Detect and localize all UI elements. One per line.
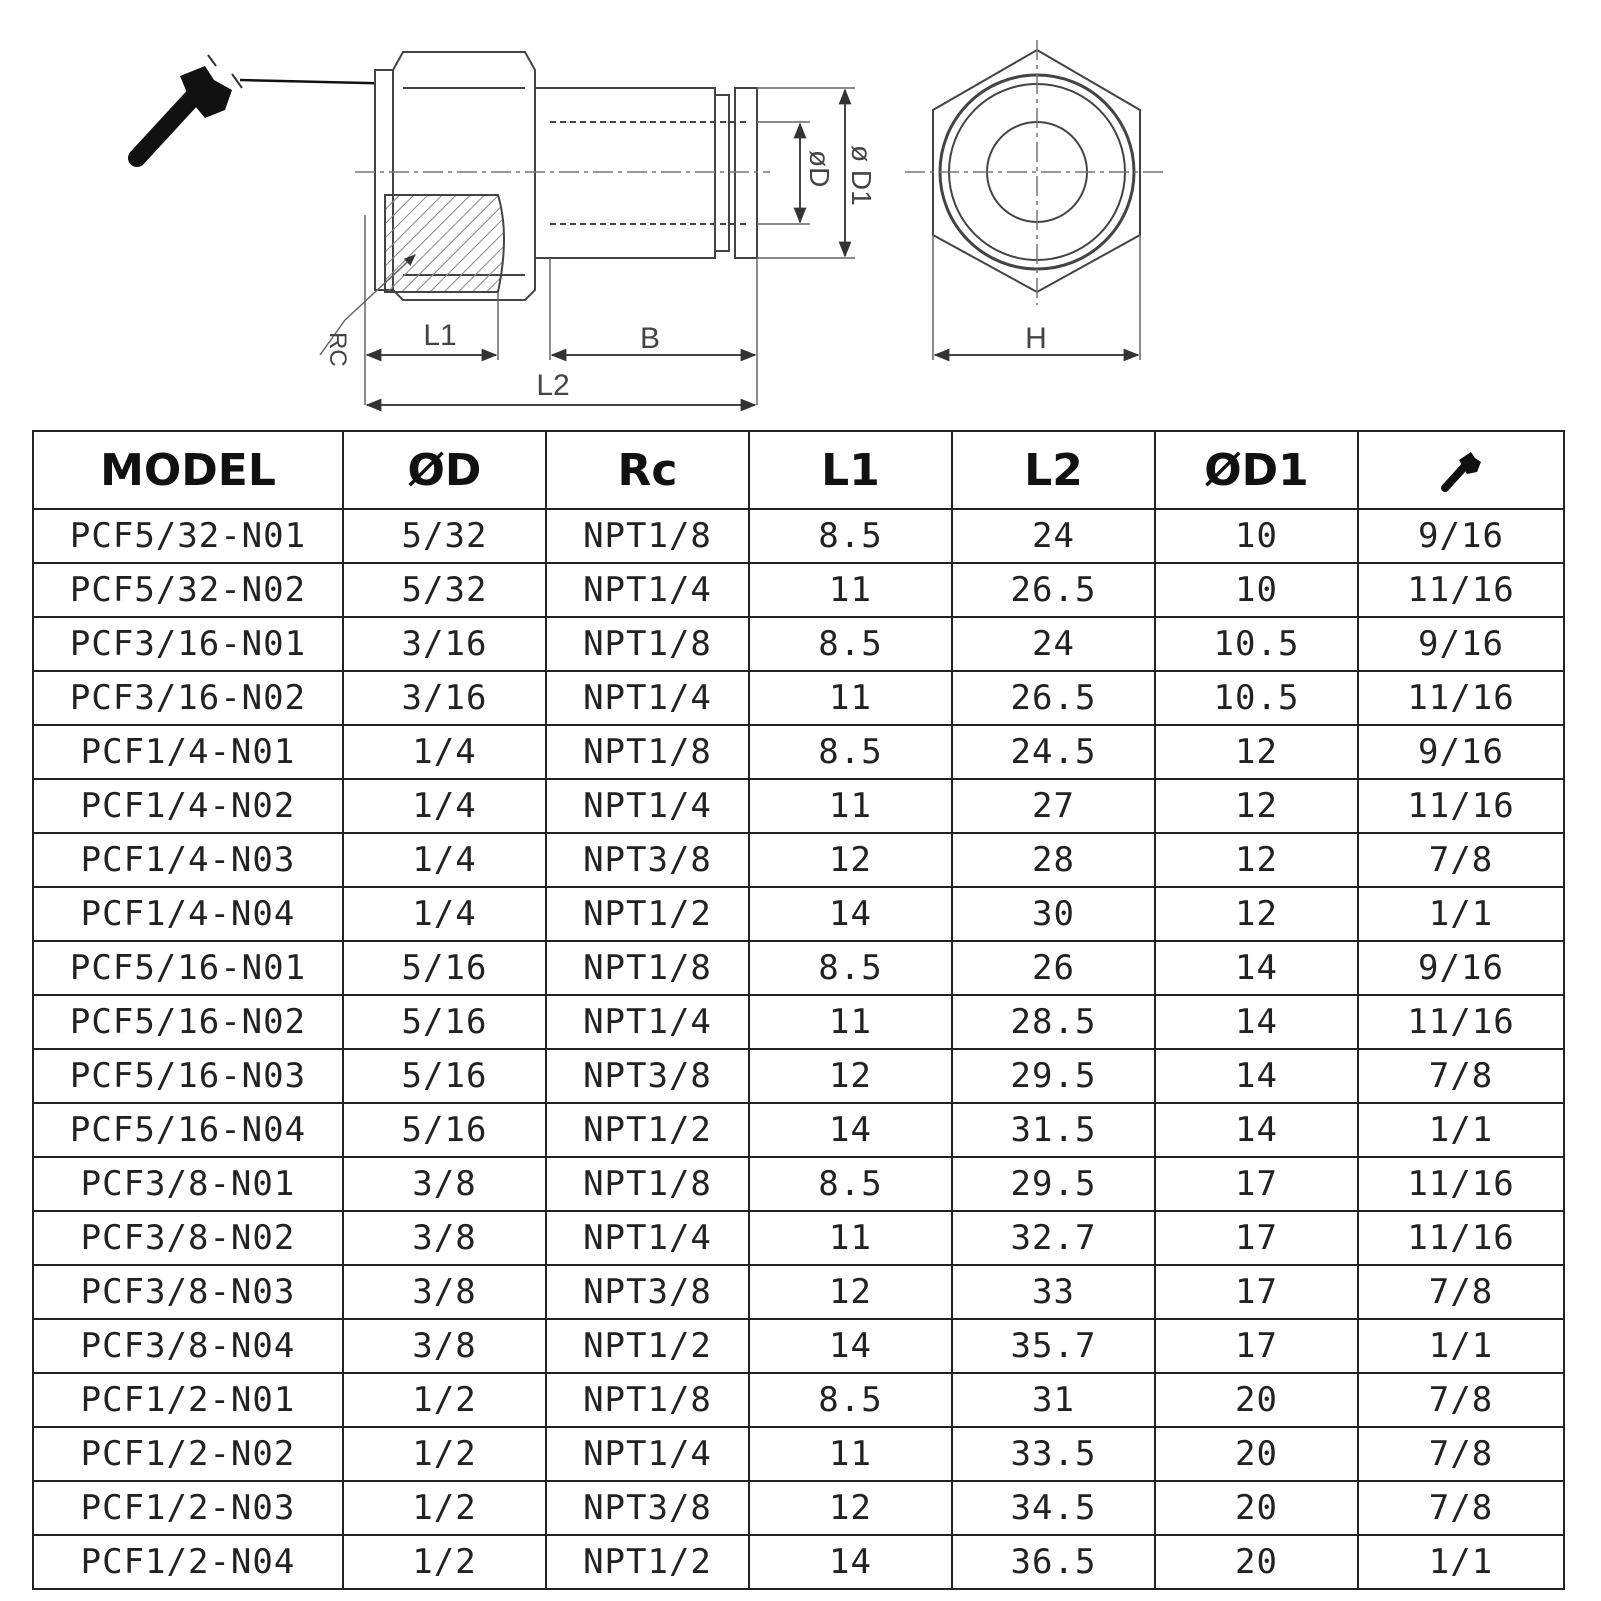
cell-l1: 11 (749, 1427, 952, 1481)
cell-l1: 8.5 (749, 509, 952, 563)
cell-wrench-size: 9/16 (1358, 617, 1564, 671)
cell-model: PCF3/8-N01 (33, 1157, 343, 1211)
cell-rc: NPT3/8 (546, 1481, 749, 1535)
cell-l1: 8.5 (749, 1157, 952, 1211)
cell-od1: 14 (1155, 1103, 1358, 1157)
cell-l1: 8.5 (749, 941, 952, 995)
cell-model: PCF1/4-N02 (33, 779, 343, 833)
cell-l1: 11 (749, 1211, 952, 1265)
cell-od1: 17 (1155, 1211, 1358, 1265)
cell-od: 5/32 (343, 509, 546, 563)
cell-wrench-size: 7/8 (1358, 1373, 1564, 1427)
cell-rc: NPT1/4 (546, 1427, 749, 1481)
cell-od: 1/4 (343, 887, 546, 941)
cell-model: PCF1/2-N02 (33, 1427, 343, 1481)
cell-l1: 8.5 (749, 725, 952, 779)
cell-wrench-size: 11/16 (1358, 1157, 1564, 1211)
cell-od: 3/8 (343, 1157, 546, 1211)
cell-l1: 11 (749, 995, 952, 1049)
cell-rc: NPT1/8 (546, 509, 749, 563)
cell-rc: NPT1/8 (546, 617, 749, 671)
cell-model: PCF5/32-N02 (33, 563, 343, 617)
cell-wrench-size: 7/8 (1358, 1049, 1564, 1103)
cell-rc: NPT3/8 (546, 1265, 749, 1319)
cell-od1: 20 (1155, 1427, 1358, 1481)
cell-od1: 12 (1155, 779, 1358, 833)
cell-od: 1/2 (343, 1427, 546, 1481)
cell-rc: NPT1/4 (546, 779, 749, 833)
cell-model: PCF1/2-N04 (33, 1535, 343, 1589)
cell-l2: 24 (952, 617, 1155, 671)
cell-rc: NPT1/4 (546, 563, 749, 617)
cell-wrench-size: 9/16 (1358, 509, 1564, 563)
cell-l1: 14 (749, 1319, 952, 1373)
cell-od: 1/2 (343, 1535, 546, 1589)
cell-l2: 30 (952, 887, 1155, 941)
fitting-side-view (320, 52, 855, 405)
cell-l1: 14 (749, 887, 952, 941)
cell-wrench-size: 11/16 (1358, 779, 1564, 833)
table-row (33, 1211, 1564, 1265)
fitting-technical-drawing (0, 0, 1601, 420)
cell-l2: 26 (952, 941, 1155, 995)
cell-l2: 26.5 (952, 563, 1155, 617)
table-row (33, 1049, 1564, 1103)
cell-od: 5/16 (343, 1103, 546, 1157)
cell-od: 5/16 (343, 995, 546, 1049)
cell-od1: 14 (1155, 941, 1358, 995)
cell-od: 3/16 (343, 617, 546, 671)
table-row (33, 509, 1564, 563)
table-row (33, 1103, 1564, 1157)
cell-l1: 11 (749, 563, 952, 617)
cell-l2: 24 (952, 509, 1155, 563)
cell-l1: 14 (749, 1535, 952, 1589)
table-row (33, 1535, 1564, 1589)
cell-od1: 17 (1155, 1319, 1358, 1373)
header-rc: Rc (546, 431, 749, 509)
header-wrench (1358, 431, 1564, 509)
cell-od1: 17 (1155, 1157, 1358, 1211)
cell-l1: 12 (749, 1481, 952, 1535)
cell-rc: NPT1/8 (546, 725, 749, 779)
table-row (33, 1157, 1564, 1211)
cell-l2: 27 (952, 779, 1155, 833)
cell-l1: 12 (749, 833, 952, 887)
cell-l2: 36.5 (952, 1535, 1155, 1589)
cell-od1: 10.5 (1155, 671, 1358, 725)
cell-od1: 20 (1155, 1373, 1358, 1427)
cell-l2: 35.7 (952, 1319, 1155, 1373)
cell-od: 1/2 (343, 1481, 546, 1535)
cell-model: PCF5/16-N04 (33, 1103, 343, 1157)
cell-od1: 10 (1155, 509, 1358, 563)
cell-model: PCF1/2-N01 (33, 1373, 343, 1427)
cell-wrench-size: 11/16 (1358, 1211, 1564, 1265)
table-row (33, 1265, 1564, 1319)
header-model: MODEL (33, 431, 343, 509)
cell-rc: NPT1/2 (546, 1535, 749, 1589)
table-row (33, 563, 1564, 617)
table-row (33, 995, 1564, 1049)
cell-l2: 28.5 (952, 995, 1155, 1049)
cell-model: PCF5/16-N03 (33, 1049, 343, 1103)
cell-model: PCF5/16-N01 (33, 941, 343, 995)
cell-od1: 12 (1155, 725, 1358, 779)
cell-rc: NPT1/4 (546, 995, 749, 1049)
label-l2: L2 (536, 369, 570, 402)
cell-rc: NPT1/4 (546, 671, 749, 725)
cell-model: PCF1/4-N04 (33, 887, 343, 941)
cell-od: 3/8 (343, 1211, 546, 1265)
cell-od1: 14 (1155, 995, 1358, 1049)
cell-od: 3/8 (343, 1265, 546, 1319)
cell-od1: 10.5 (1155, 617, 1358, 671)
cell-rc: NPT3/8 (546, 1049, 749, 1103)
cell-rc: NPT1/4 (546, 1211, 749, 1265)
cell-od1: 17 (1155, 1265, 1358, 1319)
cell-l1: 8.5 (749, 1373, 952, 1427)
cell-model: PCF3/8-N02 (33, 1211, 343, 1265)
cell-l2: 29.5 (952, 1157, 1155, 1211)
label-d1: ø D1 (846, 145, 877, 206)
table-row (33, 671, 1564, 725)
cell-l1: 8.5 (749, 617, 952, 671)
cell-l2: 24.5 (952, 725, 1155, 779)
cell-wrench-size: 1/1 (1358, 1103, 1564, 1157)
cell-l2: 31.5 (952, 1103, 1155, 1157)
cell-od: 5/16 (343, 1049, 546, 1103)
cell-l2: 28 (952, 833, 1155, 887)
cell-rc: NPT1/2 (546, 1103, 749, 1157)
cell-l2: 33.5 (952, 1427, 1155, 1481)
header-od: ØD (343, 431, 546, 509)
table-row (33, 1427, 1564, 1481)
cell-od: 3/16 (343, 671, 546, 725)
cell-od1: 20 (1155, 1535, 1358, 1589)
cell-od: 5/32 (343, 563, 546, 617)
cell-wrench-size: 11/16 (1358, 995, 1564, 1049)
cell-wrench-size: 7/8 (1358, 833, 1564, 887)
cell-l2: 29.5 (952, 1049, 1155, 1103)
cell-od: 1/4 (343, 779, 546, 833)
cell-wrench-size: 1/1 (1358, 1535, 1564, 1589)
cell-model: PCF1/4-N01 (33, 725, 343, 779)
cell-wrench-size: 11/16 (1358, 671, 1564, 725)
cell-rc: NPT1/8 (546, 1373, 749, 1427)
label-h: H (1025, 322, 1047, 355)
cell-l2: 26.5 (952, 671, 1155, 725)
cell-rc: NPT1/2 (546, 1319, 749, 1373)
cell-od: 1/4 (343, 833, 546, 887)
label-l1: L1 (423, 319, 457, 352)
cell-model: PCF3/16-N02 (33, 671, 343, 725)
cell-model: PCF3/8-N04 (33, 1319, 343, 1373)
cell-wrench-size: 7/8 (1358, 1481, 1564, 1535)
table-row (33, 941, 1564, 995)
header-l2: L2 (952, 431, 1155, 509)
cell-l1: 11 (749, 671, 952, 725)
table-row (33, 1481, 1564, 1535)
cell-l1: 14 (749, 1103, 952, 1157)
cell-od1: 20 (1155, 1481, 1358, 1535)
cell-model: PCF3/16-N01 (33, 617, 343, 671)
wrench-icon (1435, 444, 1487, 496)
cell-l2: 31 (952, 1373, 1155, 1427)
cell-l2: 32.7 (952, 1211, 1155, 1265)
table-row (33, 1373, 1564, 1427)
cell-model: PCF5/32-N01 (33, 509, 343, 563)
cell-l1: 11 (749, 779, 952, 833)
cell-wrench-size: 7/8 (1358, 1427, 1564, 1481)
cell-od: 5/16 (343, 941, 546, 995)
header-l1: L1 (749, 431, 952, 509)
cell-l1: 12 (749, 1265, 952, 1319)
cell-wrench-size: 1/1 (1358, 887, 1564, 941)
cell-od1: 14 (1155, 1049, 1358, 1103)
table-header-row (33, 431, 1564, 509)
cell-l2: 33 (952, 1265, 1155, 1319)
cell-model: PCF1/2-N03 (33, 1481, 343, 1535)
cell-wrench-size: 9/16 (1358, 941, 1564, 995)
wrench-icon (137, 55, 242, 158)
header-od1: ØD1 (1155, 431, 1358, 509)
table-row (33, 1319, 1564, 1373)
label-b: B (639, 322, 661, 355)
cell-model: PCF5/16-N02 (33, 995, 343, 1049)
cell-rc: NPT1/8 (546, 1157, 749, 1211)
label-d: øD (804, 150, 835, 188)
cell-wrench-size: 7/8 (1358, 1265, 1564, 1319)
table-row (33, 833, 1564, 887)
cell-od1: 12 (1155, 887, 1358, 941)
cell-wrench-size: 9/16 (1358, 725, 1564, 779)
cell-od: 1/4 (343, 725, 546, 779)
cell-od1: 12 (1155, 833, 1358, 887)
cell-od1: 10 (1155, 563, 1358, 617)
cell-wrench-size: 11/16 (1358, 563, 1564, 617)
table-row (33, 887, 1564, 941)
table-row (33, 725, 1564, 779)
specification-table (32, 430, 1565, 1590)
fitting-end-view (905, 40, 1165, 360)
cell-wrench-size: 1/1 (1358, 1319, 1564, 1373)
cell-model: PCF3/8-N03 (33, 1265, 343, 1319)
cell-l1: 12 (749, 1049, 952, 1103)
cell-model: PCF1/4-N03 (33, 833, 343, 887)
table-row (33, 779, 1564, 833)
cell-od: 3/8 (343, 1319, 546, 1373)
cell-rc: NPT1/8 (546, 941, 749, 995)
cell-rc: NPT1/2 (546, 887, 749, 941)
cell-l2: 34.5 (952, 1481, 1155, 1535)
table-row (33, 617, 1564, 671)
cell-od: 1/2 (343, 1373, 546, 1427)
cell-rc: NPT3/8 (546, 833, 749, 887)
label-rc: RC (324, 332, 351, 367)
